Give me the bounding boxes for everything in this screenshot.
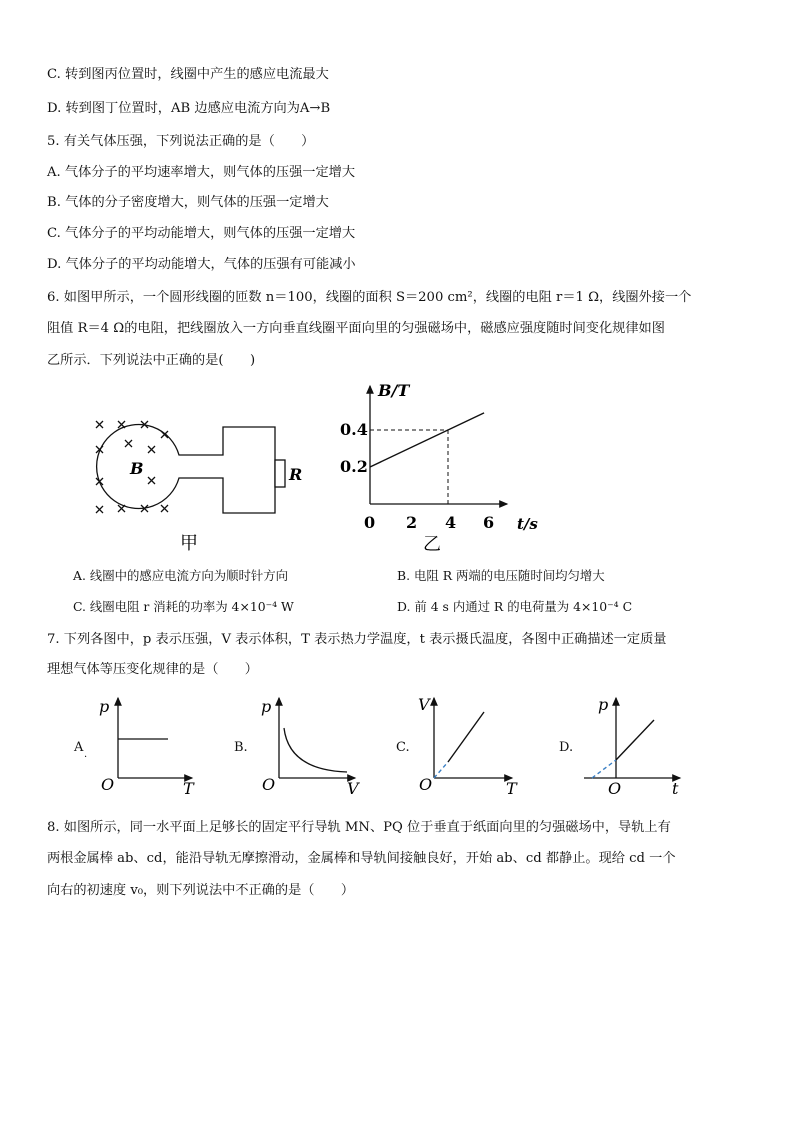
q6-option-a: A. 线圈中的感应电流方向为顺时针方向 [73,568,289,583]
q7-option-b-label: B. [234,740,248,755]
q8-stem-line3: 向右的初速度 v₀，则下列说法中不正确的是（ ） [47,883,355,898]
origin-label: 0 [364,513,376,532]
field-cross-icon [148,477,155,484]
origin-label: O [419,775,433,794]
q7-option-a-dot: · [84,752,88,763]
y-axis-label: p [261,697,272,716]
resistor [275,460,285,487]
x-axis-label: t/s [517,515,538,533]
q7-graph-b [255,690,370,800]
q6-stem-line2: 阻值 R＝4 Ω的电阻，把线圈放入一方向垂直线圈平面向里的匀强磁场中，磁感应强度随时间变化规律如图 [47,321,665,336]
q5-option-d: D. 气体分子的平均动能增大，气体的压强有可能减小 [47,257,356,272]
x-axis-label: T [506,779,517,798]
dashed-extension [592,760,616,778]
q6-stem-line1: 6. 如图甲所示，一个圆形线圈的匝数 n＝100，线圈的面积 S＝200 cm²，线圈的电阻 r＝1 Ω，线圈外接一个 [47,290,692,305]
q4-option-c: C. 转到图丙位置时，线圈中产生的感应电流最大 [47,67,329,82]
x-tick-label: 6 [483,513,495,532]
q5-stem: 5. 有关气体压强，下列说法正确的是（ ） [47,134,315,149]
y-axis-label: B/T [378,381,410,400]
q6-figure-bt-graph [335,378,545,553]
q7-graph-a [92,690,207,800]
q5-option-a: A. 气体分子的平均速率增大，则气体的压强一定增大 [47,165,356,180]
field-cross-icon [161,505,168,512]
x-axis-label: T [183,779,194,798]
y-tick-label: 0.4 [340,420,368,439]
y-tick-label: 0.2 [340,457,368,476]
field-cross-icon [125,440,132,447]
circular-coil [97,425,275,514]
field-cross-icon [96,421,103,428]
q7-option-c-label: C. [396,740,410,755]
q7-stem-line1: 7. 下列各图中，p 表示压强，V 表示体积，T 表示热力学温度，t 表示摄氏温度，各图中正确描述一定质量 [47,632,667,647]
field-cross-icon [96,506,103,513]
q7-graph-c [412,690,527,800]
x-axis-label: V [347,779,359,798]
origin-label: O [262,775,276,794]
figure-caption-jia: 甲 [180,533,198,554]
q6-option-d: D. 前 4 s 内通过 R 的电荷量为 4×10⁻⁴ C [397,599,633,614]
resistor-label-R: R [289,465,303,484]
dashed-extension [434,762,448,778]
y-axis-label: p [598,695,609,714]
graph-line [616,720,654,760]
x-tick-label: 4 [445,513,457,532]
q8-stem-line2: 两根金属棒 ab、cd，能沿导轨无摩擦滑动，金属棒和导轨间接触良好，开始 ab、cd 都静止。现给 cd 一个 [47,851,676,866]
q6-figure-coil-circuit [85,405,315,555]
y-axis-label: p [99,697,110,716]
q8-stem-line1: 8. 如图所示，同一水平面上足够长的固定平行导轨 MN、PQ 位于垂直于纸面向里的匀强磁场中，导轨上有 [47,820,671,835]
q6-option-b: B. 电阻 R 两端的电压随时间均匀增大 [397,568,605,583]
figure-caption-yi: 乙 [423,534,441,553]
q5-option-c: C. 气体分子的平均动能增大，则气体的压强一定增大 [47,226,356,241]
q6-stem-line3: 乙所示．下列说法中正确的是( ) [47,353,256,368]
field-label-B: B [130,459,144,478]
x-axis-label: t [672,779,679,798]
data-line [370,413,484,467]
graph-line [448,712,484,762]
q7-option-d-label: D. [559,740,574,755]
q7-stem-line2: 理想气体等压变化规律的是（ ） [47,662,258,677]
x-tick-label: 2 [406,513,418,532]
origin-label: O [101,775,115,794]
graph-curve [284,728,347,772]
q5-option-b: B. 气体的分子密度增大，则气体的压强一定增大 [47,195,329,210]
y-axis-label: V [418,695,430,714]
origin-label: O [608,779,622,798]
q4-option-d: D. 转到图丁位置时，AB 边感应电流方向为A→B [47,101,331,116]
q7-graph-d [578,690,693,800]
field-cross-icon [148,446,155,453]
q7-option-a-label: A [74,740,84,755]
q6-option-c: C. 线圈电阻 r 消耗的功率为 4×10⁻⁴ W [73,599,294,614]
